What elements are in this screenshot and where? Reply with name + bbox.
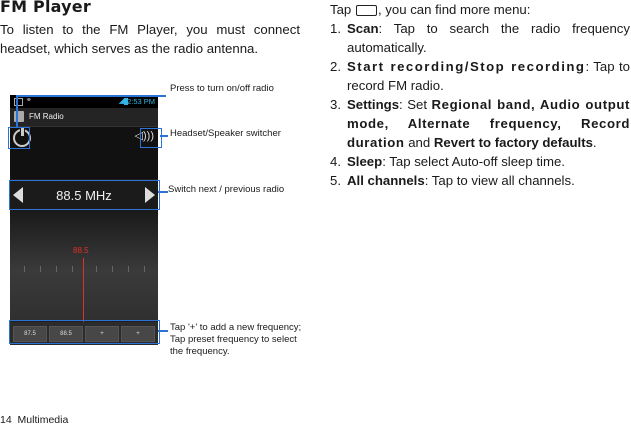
callout-line (16, 95, 166, 97)
footer-section: Multimedia (17, 414, 69, 426)
callout-presets-line: Tap preset frequency to select (170, 334, 297, 345)
page-footer (0, 414, 68, 426)
item-desc: Tap to record FM radio. (347, 59, 630, 93)
item-term: Settings (347, 97, 400, 112)
item-sep: : (382, 154, 386, 169)
callout-line (160, 135, 168, 137)
callout-presets-line: the frequency. (170, 346, 230, 357)
item-term: All channels (347, 173, 425, 188)
item-number: 1. (330, 21, 341, 36)
action-bar (10, 108, 158, 127)
app-title: FM Radio (29, 112, 64, 121)
dial-value: 88.5 (73, 246, 89, 255)
list-item (330, 171, 630, 190)
list-item (330, 152, 630, 171)
callout-switch: Switch next / previous radio (168, 184, 285, 195)
item-sep: : (378, 21, 383, 36)
item-desc: Tap select Auto-off sleep time. (385, 154, 565, 169)
control-area (10, 127, 158, 179)
callout-presets (170, 322, 320, 358)
item-number: 4. (330, 154, 341, 169)
item-sep: : (399, 97, 403, 112)
item-number: 5. (330, 173, 341, 188)
preset-button[interactable]: 87.5 (13, 326, 47, 342)
menu-key-icon (356, 5, 377, 16)
status-bar (10, 95, 158, 108)
section-title: FM Player (0, 0, 91, 16)
list-item (330, 57, 630, 95)
item-term: Scan (347, 21, 379, 36)
preset-button[interactable]: 88.5 (49, 326, 83, 342)
item-number: 3. (330, 97, 341, 112)
item-desc: . (592, 135, 597, 150)
menu-list (330, 19, 630, 190)
add-preset-button[interactable]: + (85, 326, 119, 342)
item-desc: Tap to view all channels. (428, 173, 575, 188)
callout-line (16, 96, 18, 127)
frequency-highlight (9, 180, 160, 210)
power-highlight (8, 127, 30, 149)
callout-presets-line: Tap '+' to add a new frequency; (170, 322, 302, 333)
menu-intro (330, 0, 630, 19)
page-number: 14 (0, 414, 12, 426)
frequency-display: 88.5 MHz (56, 188, 112, 203)
status-time: 2:53 PM (127, 97, 155, 106)
headset-status-icon: ⚭ (26, 97, 32, 104)
speaker-highlight (140, 128, 162, 148)
tuning-dial[interactable] (10, 210, 158, 320)
list-item (330, 95, 630, 152)
menu-intro-before: Tap (330, 2, 352, 17)
menu-intro-after: , you can find more menu: (377, 2, 531, 17)
callout-line (158, 330, 168, 332)
phone-screenshot (10, 95, 158, 345)
item-bold-revert: Revert to factory defaults (433, 135, 593, 150)
item-sep: : (424, 173, 429, 188)
menu-description (330, 0, 630, 190)
item-desc: Set (402, 97, 432, 112)
presets-highlight (9, 320, 160, 344)
signal-icon: ◢ (118, 98, 124, 105)
callout-power: Press to turn on/off radio (170, 83, 274, 94)
list-item (330, 19, 630, 57)
item-sep: : (585, 59, 590, 74)
intro-paragraph: To listen to the FM Player, you must connect headset, which serves as the radio antenna. (0, 22, 300, 56)
item-desc: Tap to search the radio frequency automatically. (347, 21, 630, 55)
speaker-switch-icon[interactable]: ◁))) (134, 130, 154, 142)
item-desc: and (404, 135, 434, 150)
callout-speaker: Headset/Speaker switcher (170, 128, 281, 139)
item-number: 2. (330, 59, 341, 74)
item-bold-options: Regional band, Audio output mode, Alternate frequency, Record duration (347, 97, 630, 150)
item-term: Start recording/Stop recording (347, 59, 586, 74)
callout-line (158, 191, 168, 193)
item-term: Sleep (347, 154, 383, 169)
add-preset-button[interactable]: + (121, 326, 155, 342)
